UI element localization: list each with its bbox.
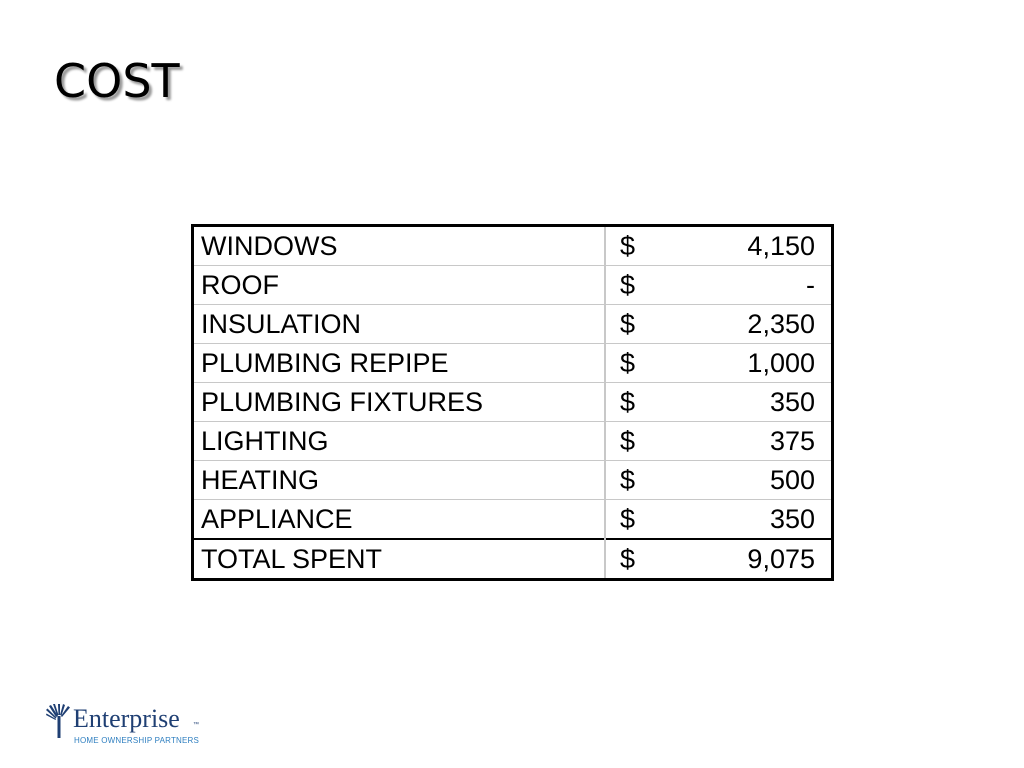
currency-symbol: $ xyxy=(620,426,636,456)
total-amount: 9,075 xyxy=(747,544,815,574)
currency-symbol: $ xyxy=(620,231,636,261)
sunburst-logo-icon xyxy=(46,704,74,738)
cost-amount: 1,000 xyxy=(747,348,815,378)
total-label: TOTAL SPENT xyxy=(193,539,606,580)
cost-item-label: APPLIANCE xyxy=(193,500,606,540)
cost-amount: 375 xyxy=(769,426,815,456)
total-row xyxy=(193,539,833,580)
cost-item-label: HEATING xyxy=(193,461,606,500)
cost-item-label: LIGHTING xyxy=(193,422,606,461)
cost-amount: - xyxy=(806,270,815,300)
cost-amount: 4,150 xyxy=(747,231,815,261)
cost-amount: 350 xyxy=(769,387,815,417)
table-row xyxy=(193,422,833,461)
trademark-symbol: ™ xyxy=(193,722,199,728)
table-row xyxy=(193,461,833,500)
cost-amount: 350 xyxy=(769,504,815,534)
currency-symbol: $ xyxy=(620,270,636,300)
cost-amount-cell xyxy=(605,266,833,305)
total-amount-cell xyxy=(605,539,833,580)
cost-amount-cell xyxy=(605,344,833,383)
cost-item-label: WINDOWS xyxy=(193,226,606,266)
cost-amount-cell xyxy=(605,500,833,540)
currency-symbol: $ xyxy=(620,465,636,495)
currency-symbol: $ xyxy=(620,348,636,378)
currency-symbol: $ xyxy=(620,544,636,574)
table-row xyxy=(193,226,833,266)
table-row xyxy=(193,266,833,305)
cost-item-label: PLUMBING FIXTURES xyxy=(193,383,606,422)
currency-symbol: $ xyxy=(620,504,636,534)
table-row xyxy=(193,344,833,383)
cost-amount: 2,350 xyxy=(747,309,815,339)
currency-symbol: $ xyxy=(620,309,636,339)
currency-symbol: $ xyxy=(620,387,636,417)
cost-item-label: PLUMBING REPIPE xyxy=(193,344,606,383)
cost-amount: 500 xyxy=(769,465,815,495)
cost-amount-cell xyxy=(605,422,833,461)
logo-tagline: HOME OWNERSHIP PARTNERS xyxy=(74,736,200,745)
cost-amount-cell xyxy=(605,461,833,500)
cost-item-label: ROOF xyxy=(193,266,606,305)
table-row xyxy=(193,383,833,422)
cost-item-label: INSULATION xyxy=(193,305,606,344)
cost-amount-cell xyxy=(605,383,833,422)
cost-amount-cell xyxy=(605,226,833,266)
logo-wordmark: Enterprise xyxy=(73,704,180,733)
table-row xyxy=(193,500,833,540)
enterprise-logo xyxy=(46,704,286,748)
cost-amount-cell xyxy=(605,305,833,344)
cost-table xyxy=(191,224,834,581)
slide-title: COST xyxy=(54,54,180,108)
table-row xyxy=(193,305,833,344)
